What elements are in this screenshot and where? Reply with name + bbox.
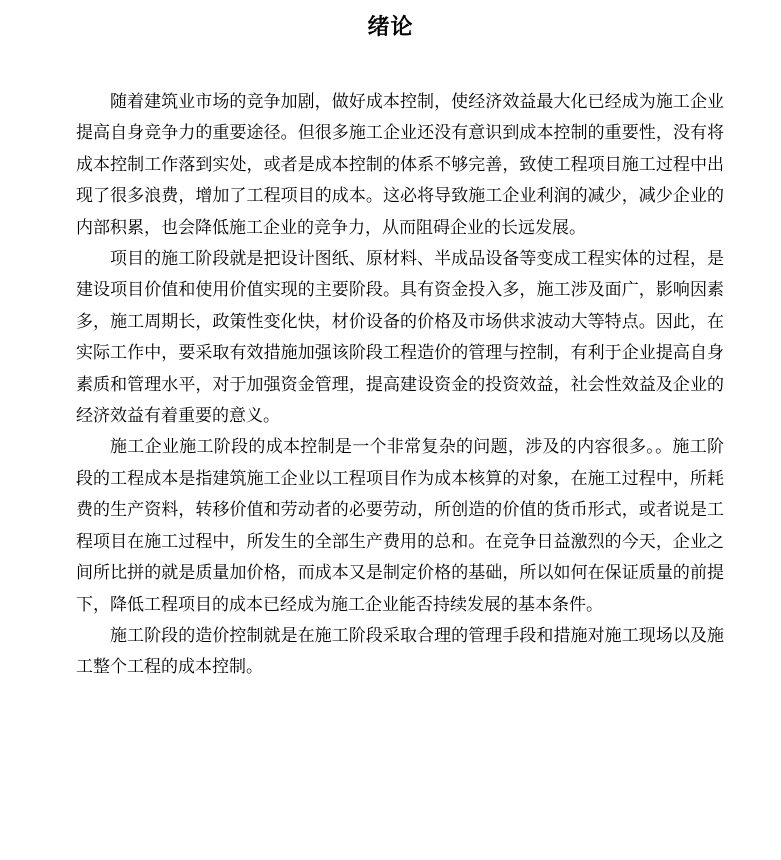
paragraph-1: 随着建筑业市场的竞争加剧，做好成本控制，使经济效益最大化已经成为施工企业提高自身竞争力的重要途径。但很多施工企业还没有意识到成本控制的重要性，没有将成本控制工作落到实处，或者是成本控制的体系不够完善，致使工程项目施工过程中出现了很多浪费，增加了工程项目的成本。这必将导致施工企业利润的减少，减少企业的内部积累，也会降低施工企业的竞争力，从而阻碍企业的长远发展。: [76, 92, 724, 238]
document-body: [76, 87, 724, 684]
paragraph-4: 施工阶段的造价控制就是在施工阶段采取合理的管理手段和措施对施工现场以及施工整个工程的成本控制。: [76, 625, 724, 678]
page-title: 绪论: [367, 15, 414, 40]
paragraph-2: 项目的施工阶段就是把设计图纸、原材料、半成品设备等变成工程实体的过程，是建设项目价值和使用价值实现的主要阶段。具有资金投入多，施工涉及面广，影响因素多，施工周期长，政策性变化快，材价设备的价格及市场供求波动大等特点。因此，在实际工作中，要采取有效措施加强该阶段工程造价的管理与控制，有利于企业提高自身素质和管理水平，对于加强资金管理，提高建设资金的投资效益，社会性效益及企业的经济效益有着重要的意义。: [76, 249, 724, 427]
paragraph-3: 施工企业施工阶段的成本控制是一个非常复杂的问题，涉及的内容很多。。施工阶段的工程成本是指建筑施工企业以工程项目作为成本核算的对象，在施工过程中，所耗费的生产资料，转移价值和劳动者的必要劳动，所创造的价值的货币形式，或者说是工程项目在施工过程中，所发生的全部生产费用的总和。在竞争日益激烈的今天，企业之间所比拼的就是质量加价格，而成本又是制定价格的基础，所以如何在保证质量的前提下，降低工程项目的成本已经成为施工企业能否持续发展的基本条件。: [76, 437, 724, 615]
